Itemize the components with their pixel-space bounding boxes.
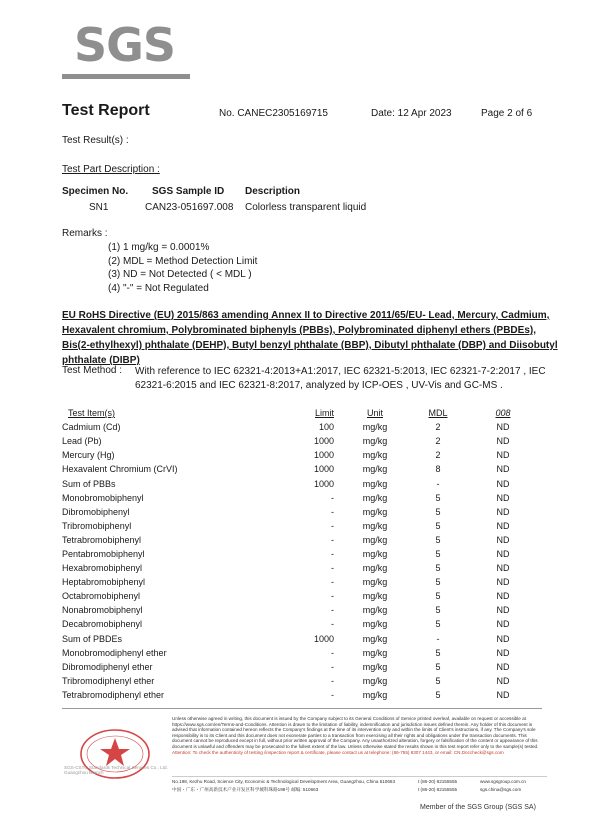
regulation-line: Hexavalent chromium, Polybrominated biphenyls (PBBs), Polybrominated diphenyl ethers (PBDEs), xyxy=(62,325,536,336)
address-cn: 中国・广东・广州高新技术产业开发区科学城科珠路198号 邮编: 510663 xyxy=(172,787,319,792)
result-cell: ND xyxy=(496,689,510,700)
test-item-cell: Sum of PBDEs xyxy=(62,633,123,644)
test-item-cell: Sum of PBBs xyxy=(62,478,116,489)
limit-cell: 1000 xyxy=(313,436,334,447)
unit-cell: mg/kg xyxy=(362,633,388,644)
regulation-title xyxy=(62,308,558,368)
unit-cell: mg/kg xyxy=(362,661,388,672)
test-method-line: 62321-6:2015 and IEC 62321-8:2017, analyzed by ICP-OES , UV-Vis and GC-MS . xyxy=(135,380,503,391)
unit-cell: mg/kg xyxy=(362,436,388,447)
test-item-cell: Hexavalent Chromium (CrVI) xyxy=(62,464,178,475)
test-item-cell: Dibromodiphenyl ether xyxy=(62,661,153,672)
sgs-logo: SGS xyxy=(74,18,176,72)
unit-cell: mg/kg xyxy=(362,619,388,630)
result-cell: ND xyxy=(496,675,510,686)
result-cell: ND xyxy=(496,506,510,517)
result-cell: ND xyxy=(496,661,510,672)
specimen-header: Specimen No. xyxy=(62,186,129,197)
remark-item: (2) MDL = Method Detection Limit xyxy=(108,255,258,267)
table-row xyxy=(62,561,546,575)
mdl-cell: 5 xyxy=(435,534,441,545)
mdl-cell: 5 xyxy=(435,675,441,686)
result-cell: ND xyxy=(496,577,510,588)
table-row xyxy=(62,575,546,589)
result-cell: ND xyxy=(496,422,510,433)
limit-cell: - xyxy=(331,647,334,658)
part-description-label: Test Part Description : xyxy=(62,164,160,175)
mdl-cell: 5 xyxy=(435,661,441,672)
result-cell: ND xyxy=(496,647,510,658)
unit-cell: mg/kg xyxy=(362,422,388,433)
result-cell: ND xyxy=(496,464,510,475)
mdl-cell: 5 xyxy=(435,577,441,588)
mdl-cell: 5 xyxy=(435,492,441,503)
mdl-cell: - xyxy=(436,478,440,489)
limit-cell: - xyxy=(331,661,334,672)
table-row xyxy=(62,519,546,533)
mdl-cell: 5 xyxy=(435,647,441,658)
results-header-row xyxy=(62,406,546,420)
col-limit: Limit xyxy=(314,408,334,419)
limit-cell: - xyxy=(331,520,334,531)
seal-lab-name: SGS-CSTC Standards Technical Services Co., Ltd. Guangzhou Branch xyxy=(64,765,168,775)
col-unit: Unit xyxy=(366,408,383,419)
result-cell: ND xyxy=(496,619,510,630)
limit-cell: - xyxy=(331,675,334,686)
table-row xyxy=(62,660,546,674)
unit-cell: mg/kg xyxy=(362,478,388,489)
limit-cell: 1000 xyxy=(313,478,334,489)
result-cell: ND xyxy=(496,605,510,616)
description-header: Description xyxy=(245,186,301,197)
test-item-cell: Decabromobiphenyl xyxy=(62,619,143,630)
phone-1: t (86-20) 82155555 xyxy=(418,779,458,784)
disclaimer-text: Unless otherwise agreed in writing, this document is issued by the Company subject to its General Conditions of Service printed overleaf, available on request or accessible at https://www.sgs.com/en/Terms-and-Conditions. Attention is drawn to the limitation of liability, indemnification and jurisdiction issues defined therein. Any holder of this document is advised that information contained hereon reflects the Company's findings at the time of its intervention only and within the limits of Client's instructions, if any. The Company's sole responsibility is to its Client and this document does not exonerate parties to a transaction from exercising all their rights and obligations under the transaction documents. This document cannot be reproduced except in full, without prior written approval of the Company. Any unauthorized alteration, forgery or falsification of the content or appearance of this document is unlawful and offenders may be prosecuted to the fullest extent of the law. Unless otherwise stated the results shown in this test report refer only to the sample(s) tested. xyxy=(172,716,539,749)
test-item-cell: Pentabromobiphenyl xyxy=(62,548,145,559)
table-row xyxy=(62,533,546,547)
unit-cell: mg/kg xyxy=(362,506,388,517)
test-item-cell: Mercury (Hg) xyxy=(62,450,115,461)
remarks-list xyxy=(108,241,257,295)
regulation-line: phthalate (DIBP) xyxy=(62,355,140,366)
results-table xyxy=(62,406,546,702)
results-body xyxy=(62,420,546,702)
logo-rule xyxy=(62,74,190,79)
mdl-cell: - xyxy=(436,633,440,644)
unit-cell: mg/kg xyxy=(362,689,388,700)
footer-divider xyxy=(62,708,542,709)
unit-cell: mg/kg xyxy=(362,464,388,475)
unit-cell: mg/kg xyxy=(362,492,388,503)
result-cell: ND xyxy=(496,534,510,545)
email: sgs.china@sgs.com xyxy=(480,787,522,792)
limit-cell: 1000 xyxy=(313,464,334,475)
test-method-line: With reference to IEC 62321-4:2013+A1:2017, IEC 62321-5:2013, IEC 62321-7-2:2017 , IEC xyxy=(135,366,546,377)
result-cell: ND xyxy=(496,450,510,461)
mdl-cell: 5 xyxy=(435,563,441,574)
member-line: Member of the SGS Group (SGS SA) xyxy=(420,804,536,811)
result-cell: ND xyxy=(496,520,510,531)
table-row xyxy=(62,688,546,702)
unit-cell: mg/kg xyxy=(362,450,388,461)
page-number: Page 2 of 6 xyxy=(481,108,533,119)
limit-cell: - xyxy=(331,689,334,700)
test-item-cell: Lead (Pb) xyxy=(62,436,102,447)
limit-cell: - xyxy=(331,619,334,630)
limit-cell: - xyxy=(331,548,334,559)
limit-cell: - xyxy=(331,492,334,503)
limit-cell: 1000 xyxy=(313,450,334,461)
unit-cell: mg/kg xyxy=(362,520,388,531)
mdl-cell: 5 xyxy=(435,605,441,616)
test-item-cell: Hexabromobiphenyl xyxy=(62,563,143,574)
mdl-cell: 2 xyxy=(435,436,441,447)
table-row xyxy=(62,420,546,434)
table-row xyxy=(62,462,546,476)
unit-cell: mg/kg xyxy=(362,577,388,588)
test-results-label: Test Result(s) : xyxy=(62,135,129,146)
test-item-cell: Tribromobiphenyl xyxy=(62,520,132,531)
col-test-item: Test Item(s) xyxy=(68,408,116,419)
test-item-cell: Dibromobiphenyl xyxy=(62,506,130,517)
table-row xyxy=(62,632,546,646)
attention-text: Attention: To check the authenticity of testing /inspection report & certificate, please contact us at telephone: (86-755) 8307 1443, or email: CN.Doccheck@sgs.com xyxy=(172,749,504,755)
footer-disclaimer xyxy=(172,716,547,755)
address-en: No.198, Kezhu Road, Science City, Economic & Technological Development Area, Guangzhou, China 510663 xyxy=(172,779,396,784)
table-row xyxy=(62,505,546,519)
limit-cell: 100 xyxy=(318,422,334,433)
mdl-cell: 5 xyxy=(435,689,441,700)
result-cell: ND xyxy=(496,478,510,489)
test-item-cell: Cadmium (Cd) xyxy=(62,422,121,433)
mdl-cell: 5 xyxy=(435,591,441,602)
result-cell: ND xyxy=(496,591,510,602)
result-cell: ND xyxy=(496,633,510,644)
mdl-cell: 5 xyxy=(435,619,441,630)
specimen-no: SN1 xyxy=(89,202,109,213)
sample-id-header: SGS Sample ID xyxy=(152,186,225,197)
test-item-cell: Nonabromobiphenyl xyxy=(62,605,143,616)
report-date: Date: 12 Apr 2023 xyxy=(371,108,452,119)
unit-cell: mg/kg xyxy=(362,591,388,602)
test-method-label: Test Method : xyxy=(62,365,123,376)
mdl-cell: 5 xyxy=(435,520,441,531)
limit-cell: - xyxy=(331,506,334,517)
sample-description: Colorless transparent liquid xyxy=(245,202,367,213)
unit-cell: mg/kg xyxy=(362,534,388,545)
result-cell: ND xyxy=(496,548,510,559)
table-row xyxy=(62,547,546,561)
col-mdl: MDL xyxy=(428,408,448,419)
limit-cell: 1000 xyxy=(313,633,334,644)
mdl-cell: 2 xyxy=(435,450,441,461)
remark-item: (4) "-" = Not Regulated xyxy=(108,282,209,294)
sample-id: CAN23-051697.008 xyxy=(145,202,234,213)
table-row xyxy=(62,491,546,505)
address-divider xyxy=(172,776,547,777)
test-item-cell: Heptabromobiphenyl xyxy=(62,577,146,588)
phone-2: t (86-20) 82155555 xyxy=(418,787,458,792)
table-row xyxy=(62,603,546,617)
table-row xyxy=(62,589,546,603)
test-method-text xyxy=(135,365,546,393)
regulation-line: EU RoHS Directive (EU) 2015/863 amending Annex II to Directive 2011/65/EU- Lead, Mercury, Cadmium, xyxy=(62,310,550,321)
report-title: Test Report xyxy=(62,102,150,119)
official-seal xyxy=(66,724,164,794)
result-cell: ND xyxy=(496,436,510,447)
table-row xyxy=(62,476,546,490)
table-row xyxy=(62,448,546,462)
unit-cell: mg/kg xyxy=(362,647,388,658)
table-row xyxy=(62,617,546,631)
table-row xyxy=(62,434,546,448)
unit-cell: mg/kg xyxy=(362,548,388,559)
test-item-cell: Octabromobiphenyl xyxy=(62,591,141,602)
unit-cell: mg/kg xyxy=(362,675,388,686)
website: www.sgsgroup.com.cn xyxy=(480,779,526,784)
mdl-cell: 5 xyxy=(435,548,441,559)
limit-cell: - xyxy=(331,577,334,588)
col-sample: 008 xyxy=(495,408,511,419)
mdl-cell: 5 xyxy=(435,506,441,517)
limit-cell: - xyxy=(331,563,334,574)
unit-cell: mg/kg xyxy=(362,563,388,574)
remark-item: (3) ND = Not Detected ( < MDL ) xyxy=(108,269,252,280)
table-row xyxy=(62,674,546,688)
seal-icon xyxy=(66,724,164,794)
remarks-label: Remarks : xyxy=(62,228,108,239)
test-item-cell: Monobromobiphenyl xyxy=(62,492,144,503)
limit-cell: - xyxy=(331,605,334,616)
mdl-cell: 8 xyxy=(435,464,441,475)
unit-cell: mg/kg xyxy=(362,605,388,616)
limit-cell: - xyxy=(331,534,334,545)
test-item-cell: Monobromodiphenyl ether xyxy=(62,647,167,658)
result-cell: ND xyxy=(496,563,510,574)
mdl-cell: 2 xyxy=(435,422,441,433)
test-item-cell: Tetrabromobiphenyl xyxy=(62,534,142,545)
remark-item: (1) 1 mg/kg = 0.0001% xyxy=(108,242,210,253)
regulation-line: Bis(2-ethylhexyl) phthalate (DEHP), Butyl benzyl phthalate (BBP), Dibutyl phthalate (DBP) and Diisobutyl xyxy=(62,340,558,351)
test-item-cell: Tetrabromodiphenyl ether xyxy=(62,689,165,700)
test-item-cell: Tribromodiphenyl ether xyxy=(62,675,155,686)
table-row xyxy=(62,646,546,660)
report-number: No. CANEC2305169715 xyxy=(219,108,328,119)
result-cell: ND xyxy=(496,492,510,503)
limit-cell: - xyxy=(331,591,334,602)
